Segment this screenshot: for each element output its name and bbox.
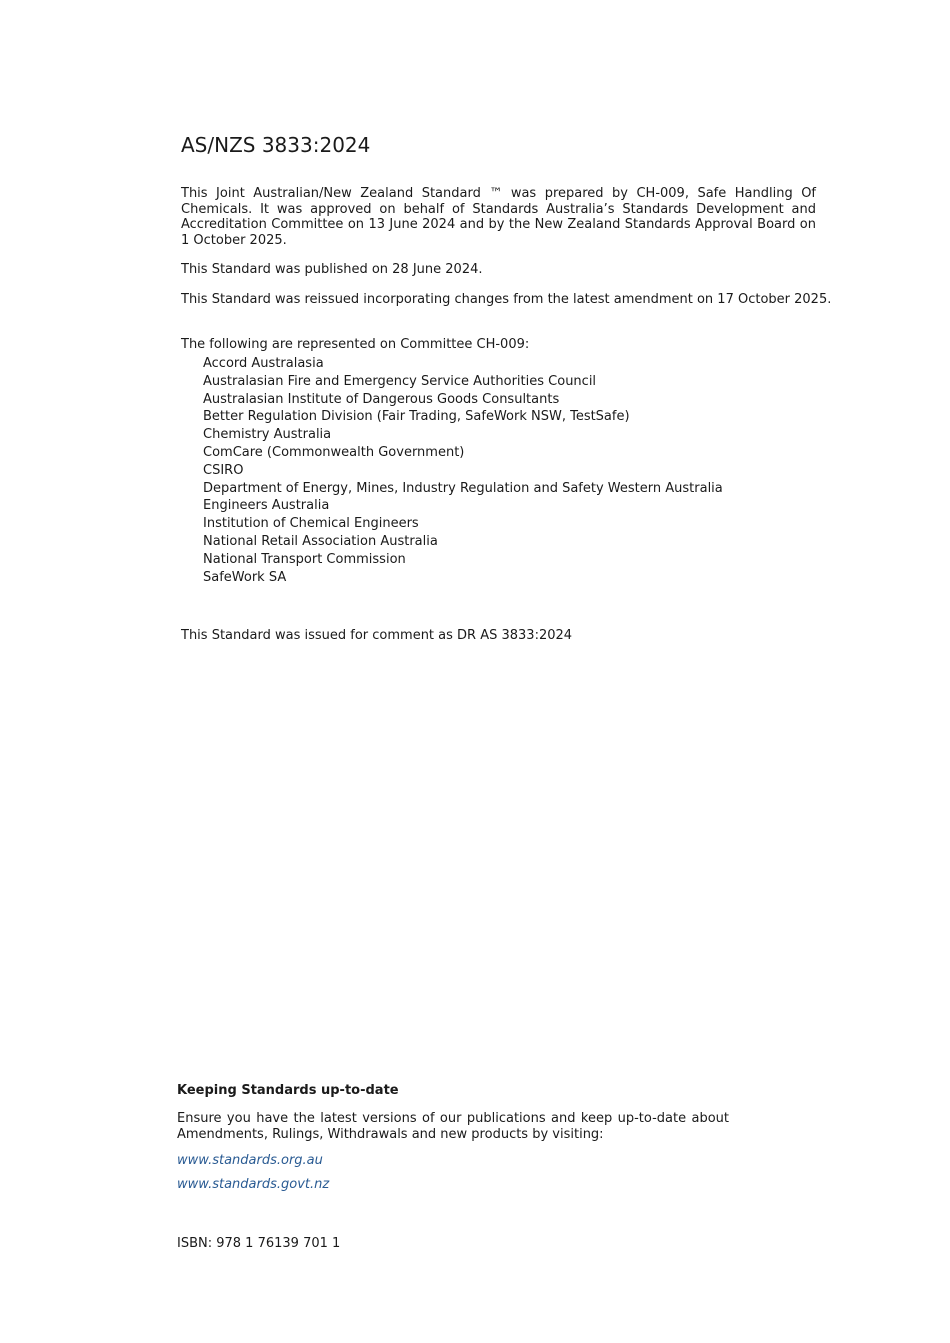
committee-intro: The following are represented on Committee CH-009: [181,337,530,352]
committee-member: ComCare (Commonwealth Government) [203,444,465,460]
keeping-standards-heading: Keeping Standards up-to-date [177,1083,399,1098]
committee-member: SafeWork SA [203,569,287,585]
standards-au-link[interactable]: www.standards.org.au [177,1153,323,1168]
committee-member: Accord Australasia [203,356,324,371]
committee-member: National Retail Association Australia [203,533,438,549]
reissued-statement: This Standard was reissued incorporating changes from the latest amendment on 17 October 2025. [181,292,832,307]
keeping-standards-body: Ensure you have the latest versions of our publications and keep up-to-date about Amendments, Rulings, Withdrawals and new products by visiting: [177,1111,729,1142]
page-title: AS/NZS 3833:2024 [181,133,371,157]
committee-member: CSIRO [203,462,244,478]
committee-member: Chemistry Australia [203,427,332,443]
standards-nz-link[interactable]: www.standards.govt.nz [177,1177,330,1192]
intro-paragraph: This Joint Australian/New Zealand Standard ™ was prepared by CH-009, Safe Handling Of Chemicals. It was approved on behalf of Standards Australia’s Standards Development and Accreditation Committee on 13 June 2024 and by the New Zealand Standards Approval Board on 1 October 2025. [181,186,816,248]
committee-member-list [203,355,723,586]
comment-note: This Standard was issued for comment as DR AS 3833:2024 [181,628,573,643]
committee-member: Institution of Chemical Engineers [203,516,419,532]
committee-member: Department of Energy, Mines, Industry Regulation and Safety Western Australia [203,480,723,496]
committee-member: National Transport Commission [203,551,406,567]
isbn: ISBN: 978 1 76139 701 1 [177,1236,341,1251]
committee-member: Australasian Fire and Emergency Service Authorities Council [203,373,597,389]
published-statement: This Standard was published on 28 June 2024. [181,262,483,277]
committee-member: Australasian Institute of Dangerous Goods Consultants [203,391,560,407]
committee-member: Better Regulation Division (Fair Trading, SafeWork NSW, TestSafe) [203,409,630,425]
committee-member: Engineers Australia [203,498,330,514]
